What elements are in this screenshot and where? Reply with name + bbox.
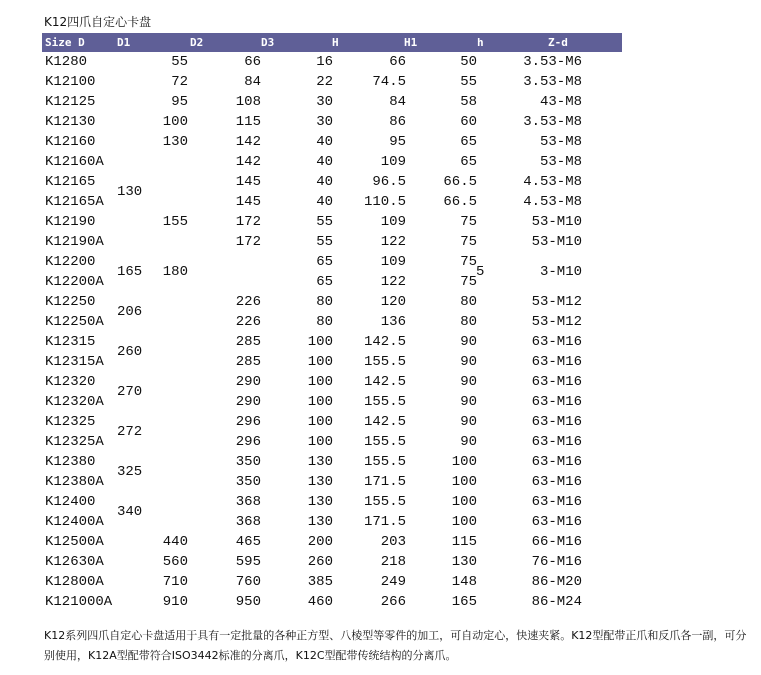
merged-cell-d1: 130 (117, 184, 143, 200)
table-cell-H1: 122 (380, 274, 406, 290)
table-cell-H: 30 (316, 94, 333, 110)
table-cell-d3: 595 (235, 554, 261, 570)
table-cell-H1: 155.5 (363, 434, 406, 450)
table-cell-H1: 155.5 (363, 354, 406, 370)
merged-cell-d1: 270 (117, 384, 143, 400)
table-cell-zd: 86-M20 (531, 574, 582, 590)
table-cell-d2: 55 (171, 54, 188, 70)
table-cell-d3: 465 (235, 534, 261, 550)
table-cell-size: K12250A (45, 314, 104, 330)
table-cell-size: K12165 (45, 174, 96, 190)
merged-cell-d1: 260 (117, 344, 143, 360)
merged-cell-d1: 340 (117, 504, 143, 520)
table-cell-zd: 66-M16 (531, 534, 582, 550)
table-cell-size: K12320A (45, 394, 104, 410)
table-cell-zd: 3.53-M8 (523, 74, 582, 90)
table-cell-h: 66.5 (443, 174, 477, 190)
table-cell-size: K12200 (45, 254, 96, 270)
merged-cell-d1: 206 (117, 304, 143, 320)
header-h-small: h (477, 36, 484, 49)
table-cell-H1: 155.5 (363, 394, 406, 410)
merged-cell-zd: 3-M10 (539, 264, 582, 280)
table-cell-size: K12400A (45, 514, 104, 530)
table-cell-d3: 368 (235, 494, 261, 510)
table-cell-H1: 109 (380, 214, 406, 230)
table-cell-h: 80 (460, 314, 477, 330)
table-cell-zd: 86-M24 (531, 594, 582, 610)
table-cell-zd: 63-M16 (531, 394, 582, 410)
table-cell-H: 100 (307, 354, 333, 370)
table-cell-zd: 63-M16 (531, 334, 582, 350)
table-cell-H1: 249 (380, 574, 406, 590)
table-cell-h: 80 (460, 294, 477, 310)
table-cell-H1: 109 (380, 254, 406, 270)
table-cell-H: 130 (307, 474, 333, 490)
table-cell-d3: 350 (235, 474, 261, 490)
table-cell-H: 55 (316, 234, 333, 250)
table-cell-h: 75 (460, 214, 477, 230)
table-cell-d3: 145 (235, 194, 261, 210)
table-cell-d2: 560 (162, 554, 188, 570)
table-cell-h: 66.5 (443, 194, 477, 210)
table-cell-zd: 63-M16 (531, 454, 582, 470)
table-cell-h: 90 (460, 354, 477, 370)
table-cell-H1: 203 (380, 534, 406, 550)
table-cell-h: 100 (451, 514, 477, 530)
table-cell-H: 100 (307, 414, 333, 430)
table-cell-size: K12400 (45, 494, 96, 510)
table-cell-H: 16 (316, 54, 333, 70)
table-cell-H1: 120 (380, 294, 406, 310)
table-cell-H1: 142.5 (363, 374, 406, 390)
table-cell-h: 130 (451, 554, 477, 570)
table-cell-zd: 3.53-M6 (523, 54, 582, 70)
table-cell-H: 40 (316, 154, 333, 170)
table-cell-H1: 142.5 (363, 334, 406, 350)
table-cell-zd: 3.53-M8 (523, 114, 582, 130)
table-cell-h: 148 (451, 574, 477, 590)
table-cell-d3: 142 (235, 154, 261, 170)
table-cell-size: K12160 (45, 134, 96, 150)
table-cell-d2: 72 (171, 74, 188, 90)
table-cell-h: 60 (460, 114, 477, 130)
table-cell-h: 115 (451, 534, 477, 550)
table-cell-h: 100 (451, 474, 477, 490)
table-cell-d3: 172 (235, 234, 261, 250)
table-cell-H1: 218 (380, 554, 406, 570)
table-cell-zd: 63-M16 (531, 354, 582, 370)
table-cell-H: 200 (307, 534, 333, 550)
table-cell-H: 100 (307, 374, 333, 390)
table-cell-H: 65 (316, 274, 333, 290)
table-cell-size: K12325 (45, 414, 96, 430)
table-cell-h: 165 (451, 594, 477, 610)
table-cell-h: 90 (460, 414, 477, 430)
table-cell-h: 75 (460, 274, 477, 290)
table-cell-h: 75 (460, 254, 477, 270)
table-cell-d3: 285 (235, 334, 261, 350)
table-cell-h: 100 (451, 494, 477, 510)
table-cell-H1: 96.5 (372, 174, 406, 190)
table-cell-size: K12190A (45, 234, 104, 250)
table-cell-zd: 63-M16 (531, 414, 582, 430)
table-cell-h: 90 (460, 334, 477, 350)
header-d3: D3 (261, 36, 275, 49)
table-cell-h: 55 (460, 74, 477, 90)
table-cell-d2: 130 (162, 134, 188, 150)
header-size-d: Size D (45, 36, 85, 49)
table-cell-H: 80 (316, 314, 333, 330)
table-cell-H1: 109 (380, 154, 406, 170)
table-cell-size: K12160A (45, 154, 104, 170)
table-cell-size: K12630A (45, 554, 104, 570)
table-cell-H: 40 (316, 194, 333, 210)
table-cell-H: 130 (307, 454, 333, 470)
table-cell-h: 90 (460, 434, 477, 450)
table-cell-H: 55 (316, 214, 333, 230)
table-cell-size: K12100 (45, 74, 96, 90)
table-cell-size: K12315 (45, 334, 96, 350)
table-cell-d3: 66 (244, 54, 261, 70)
table-cell-zd: 63-M16 (531, 474, 582, 490)
table-cell-d2: 95 (171, 94, 188, 110)
table-cell-size: K12250 (45, 294, 96, 310)
table-cell-d3: 290 (235, 394, 261, 410)
table-cell-H: 65 (316, 254, 333, 270)
table-cell-size: K121000A (45, 594, 113, 610)
table-cell-zd: 63-M16 (531, 434, 582, 450)
table-cell-H: 80 (316, 294, 333, 310)
table-cell-d3: 145 (235, 174, 261, 190)
table-cell-h: 100 (451, 454, 477, 470)
table-cell-H1: 266 (380, 594, 406, 610)
table-cell-size: K12380A (45, 474, 104, 490)
table-cell-H1: 155.5 (363, 494, 406, 510)
table-cell-zd: 53-M8 (539, 134, 582, 150)
table-cell-H: 100 (307, 394, 333, 410)
table-cell-d3: 84 (244, 74, 261, 90)
table-cell-d2: 910 (162, 594, 188, 610)
table-cell-size: K12380 (45, 454, 96, 470)
table-cell-H1: 74.5 (372, 74, 406, 90)
table-cell-d3: 950 (235, 594, 261, 610)
table-cell-size: K12500A (45, 534, 104, 550)
table-cell-d3: 290 (235, 374, 261, 390)
merged-cell-extra5: 5 (476, 264, 485, 280)
table-cell-zd: 63-M16 (531, 514, 582, 530)
header-h: H (332, 36, 339, 49)
table-cell-d3: 350 (235, 454, 261, 470)
table-cell-d3: 142 (235, 134, 261, 150)
table-cell-size: K12315A (45, 354, 104, 370)
table-cell-H: 130 (307, 494, 333, 510)
table-title: K12四爪自定心卡盘 (44, 15, 152, 29)
table-cell-h: 90 (460, 394, 477, 410)
table-cell-zd: 4.53-M8 (523, 194, 582, 210)
table-cell-H1: 84 (389, 94, 406, 110)
header-d1: D1 (117, 36, 131, 49)
table-cell-h: 58 (460, 94, 477, 110)
table-cell-H: 40 (316, 174, 333, 190)
table-cell-size: K12130 (45, 114, 96, 130)
table-cell-H1: 155.5 (363, 454, 406, 470)
table-cell-d3: 296 (235, 414, 261, 430)
table-cell-size: K1280 (45, 54, 88, 70)
table-cell-H: 385 (307, 574, 333, 590)
table-cell-size: K12800A (45, 574, 104, 590)
table-cell-H: 40 (316, 134, 333, 150)
table-cell-d3: 115 (235, 114, 261, 130)
table-cell-zd: 63-M16 (531, 374, 582, 390)
table-cell-size: K12125 (45, 94, 96, 110)
table-cell-h: 90 (460, 374, 477, 390)
table-cell-d3: 108 (235, 94, 261, 110)
table-cell-h: 75 (460, 234, 477, 250)
table-cell-H1: 136 (380, 314, 406, 330)
table-cell-d2: 100 (162, 114, 188, 130)
table-cell-size: K12165A (45, 194, 104, 210)
table-cell-H: 30 (316, 114, 333, 130)
header-d2: D2 (190, 36, 204, 49)
merged-cell-d1: 325 (117, 464, 143, 480)
table-cell-d3: 172 (235, 214, 261, 230)
merged-cell-d1: 272 (117, 424, 143, 440)
table-cell-H: 22 (316, 74, 333, 90)
table-cell-H: 100 (307, 434, 333, 450)
header-h1: H1 (404, 36, 418, 49)
table-cell-d3: 368 (235, 514, 261, 530)
table-cell-zd: 53-M12 (531, 294, 582, 310)
merged-cell-d2: 180 (162, 264, 188, 280)
table-cell-zd: 76-M16 (531, 554, 582, 570)
table-cell-H1: 122 (380, 234, 406, 250)
table-cell-d3: 285 (235, 354, 261, 370)
table-cell-d3: 296 (235, 434, 261, 450)
table-cell-zd: 53-M12 (531, 314, 582, 330)
table-cell-H1: 86 (389, 114, 406, 130)
table-cell-d2: 440 (162, 534, 188, 550)
table-cell-H1: 66 (389, 54, 406, 70)
table-cell-size: K12200A (45, 274, 104, 290)
merged-cell-d1: 165 (117, 264, 143, 280)
table-cell-h: 65 (460, 154, 477, 170)
table-cell-h: 65 (460, 134, 477, 150)
table-cell-H: 100 (307, 334, 333, 350)
description-note: K12系列四爪自定心卡盘适用于具有一定批量的各种正方型、八棱型等零件的加工，可自动定心，快速夹紧。K12型配带正爪和反爪各一副，可分别使用，K12A型配带符合ISO3442标准的分离爪，K12C型配带传统结构的分离爪。 (44, 629, 747, 662)
table-cell-zd: 53-M10 (531, 214, 582, 230)
header-z-d: Z-d (548, 36, 568, 49)
table-cell-H1: 95 (389, 134, 406, 150)
table-cell-zd: 43-M8 (539, 94, 582, 110)
table-cell-d3: 760 (235, 574, 261, 590)
table-cell-H1: 171.5 (363, 474, 406, 490)
table-cell-d2: 155 (162, 214, 188, 230)
table-cell-size: K12190 (45, 214, 96, 230)
table-cell-d3: 226 (235, 314, 261, 330)
table-cell-zd: 53-M10 (531, 234, 582, 250)
table-cell-H1: 171.5 (363, 514, 406, 530)
table-cell-zd: 63-M16 (531, 494, 582, 510)
table-cell-H: 130 (307, 514, 333, 530)
table-cell-d3: 226 (235, 294, 261, 310)
table-cell-d2: 710 (162, 574, 188, 590)
table-cell-size: K12325A (45, 434, 104, 450)
table-header (42, 33, 622, 52)
table-cell-size: K12320 (45, 374, 96, 390)
table-cell-zd: 53-M8 (539, 154, 582, 170)
table-cell-zd: 4.53-M8 (523, 174, 582, 190)
table-cell-h: 50 (460, 54, 477, 70)
table-cell-H1: 142.5 (363, 414, 406, 430)
table-cell-H: 460 (307, 594, 333, 610)
table-cell-H1: 110.5 (363, 194, 406, 210)
table-cell-H: 260 (307, 554, 333, 570)
